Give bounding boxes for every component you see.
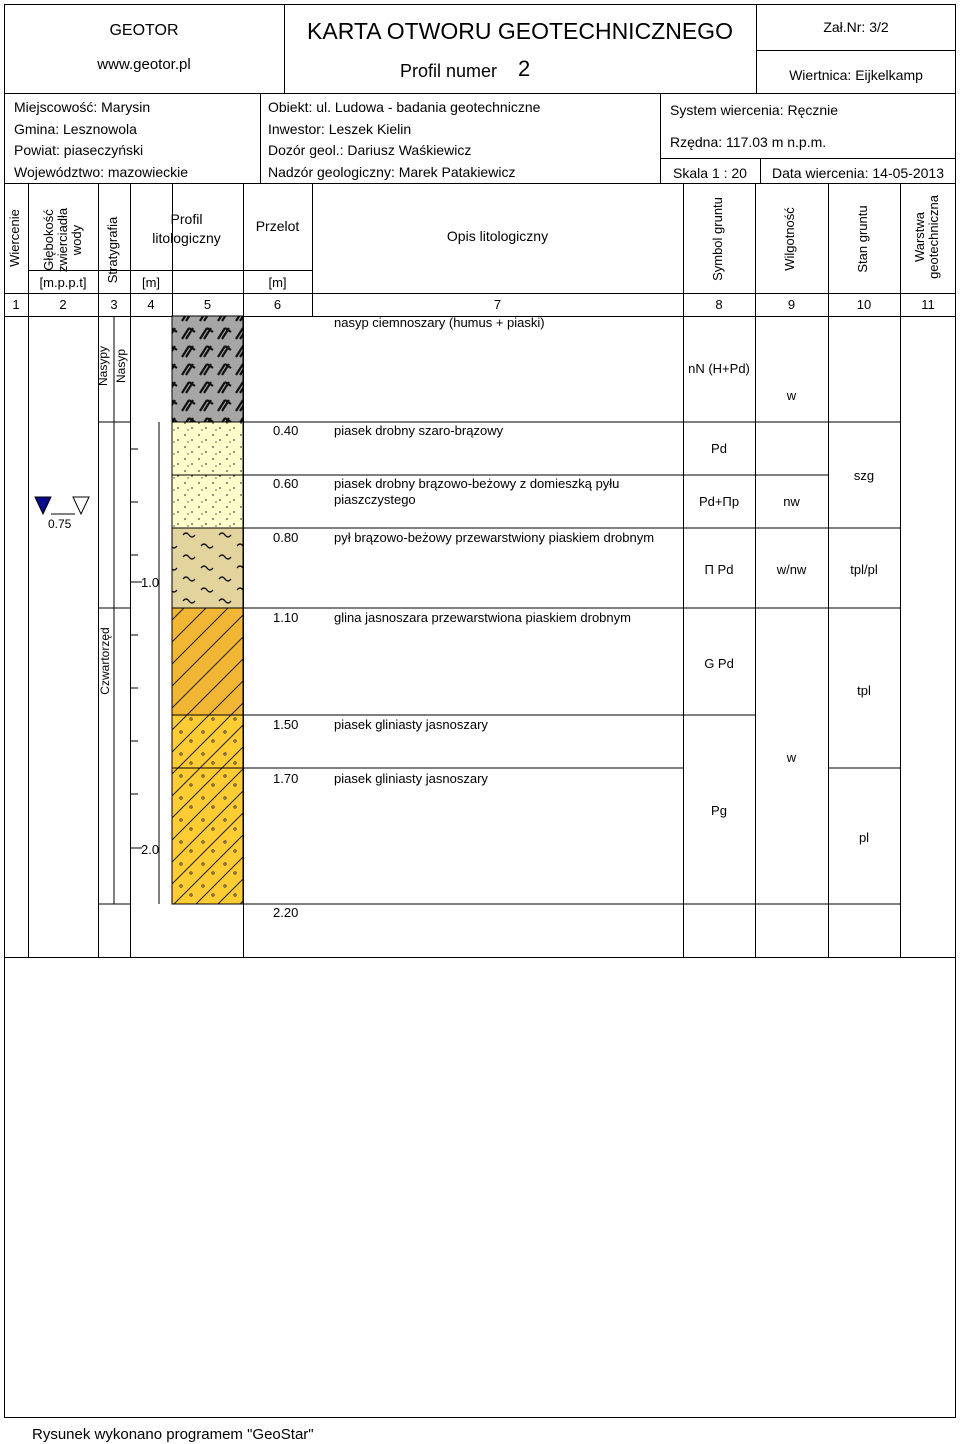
company-name: GEOTOR	[109, 22, 179, 39]
interval-depth: 0.60	[273, 476, 299, 491]
layer-fill-sandy-clay-2	[172, 768, 243, 904]
layer-fill-nasyp	[172, 316, 243, 422]
col-interval-unit: [m]	[268, 275, 287, 290]
layer-fill-clay	[172, 608, 243, 715]
moisture-value: nw	[783, 494, 800, 509]
moisture-value: w	[786, 750, 797, 765]
interval-depth: 0.80	[273, 530, 299, 545]
soil-state-value: tpl	[857, 683, 871, 698]
document-title: KARTA OTWORU GEOTECHNICZNEGO	[307, 18, 733, 44]
profile-number: 2	[518, 56, 531, 81]
layer-fill-silt	[172, 528, 243, 608]
lithology-description: piasek gliniasty jasnoszary	[334, 771, 488, 786]
footer-note: Rysunek wykonano programem "GeoStar"	[32, 1426, 314, 1443]
col-number: 2	[59, 297, 67, 312]
soil-state-value: pl	[858, 830, 870, 845]
col-water-header: Głębokość zwierciadła wody	[41, 207, 84, 273]
col-state-header: Stan gruntu	[855, 205, 870, 273]
lithology-description: piaszczystego	[334, 492, 416, 507]
col-description-header: Opis litologiczny	[446, 228, 549, 244]
interval-depth: 2.20	[273, 905, 299, 920]
drilling-rig: Wiertnica: Eijkelkamp	[789, 67, 923, 83]
interval-depth: 1.50	[273, 717, 299, 732]
interval-depth: 1.10	[273, 610, 299, 625]
soil-symbol: G Pd	[704, 656, 734, 671]
layer-fill-sand-grey	[172, 422, 243, 475]
project-geo-supervision: Nadzór geologiczny: Marek Patakiewicz	[268, 164, 516, 180]
col-stratigraphy-header: Stratygrafia	[105, 216, 120, 284]
profile-label: Profil numer	[400, 61, 498, 81]
col-number: 10	[856, 297, 872, 312]
moisture-value: w/nw	[776, 562, 807, 577]
col-number: 8	[715, 297, 723, 312]
lithology-description: pył brązowo-beżowy przewarstwiony piaskiem drobnym	[334, 530, 655, 545]
depth-scale-label: 1.0	[141, 575, 160, 590]
water-table-marker-filled	[35, 497, 51, 514]
lithology-description: nasyp ciemnoszary (humus + piaski)	[334, 315, 545, 330]
col-symbol-header: Symbol gruntu	[710, 197, 725, 281]
col-moisture-header: Wilgotność	[782, 207, 797, 271]
drilling-system: System wiercenia: Ręcznie	[670, 102, 839, 118]
soil-symbol: Pd	[711, 441, 727, 456]
col-number: 7	[493, 297, 502, 312]
attachment-number: Zał.Nr: 3/2	[823, 19, 889, 35]
water-level-depth: 0.75	[48, 517, 72, 531]
strat-label-fills: Nasypy	[96, 346, 110, 387]
col-layer-header: Warstwa geotechniczna	[912, 195, 941, 279]
strat-label-quaternary: Czwartorzęd	[98, 627, 112, 695]
interval-depth: 1.70	[273, 771, 299, 786]
soil-symbol: Pd+Πp	[698, 494, 740, 509]
col-water-unit: [m.p.p.t]	[39, 275, 87, 290]
company-website[interactable]: www.geotor.pl	[97, 56, 191, 73]
col-number: 11	[921, 297, 935, 312]
soil-state-value: szg	[853, 468, 875, 483]
drilling-date: Data wiercenia: 14-05-2013	[772, 165, 944, 181]
location-voivodeship: Województwo: mazowieckie	[14, 164, 189, 180]
soil-state-value: tpl/pl	[850, 562, 878, 577]
col-number: 5	[203, 297, 212, 312]
col-number: 4	[147, 297, 155, 312]
col-interval-header: Przelot	[255, 218, 300, 234]
depth-scale-label: 2.0	[141, 842, 160, 857]
col-number: 6	[273, 297, 282, 312]
col-number: 1	[12, 297, 20, 312]
location-county: Powiat: piaseczyński	[14, 142, 144, 158]
drilling-scale: Skala 1 : 20	[673, 165, 747, 181]
water-table-marker-hollow	[73, 497, 89, 514]
moisture-value: w	[786, 388, 797, 403]
strat-label-fill: Nasyp	[114, 349, 128, 384]
location-commune: Gmina: Lesznowola	[14, 121, 137, 137]
project-supervisor: Dozór geol.: Dariusz Waśkiewicz	[268, 142, 472, 158]
col-number: 9	[787, 297, 796, 312]
lithology-description: piasek drobny brązowo-beżowy z domieszką pyłu	[334, 476, 620, 491]
interval-depth: 0.40	[273, 423, 299, 438]
lithology-description: glina jasnoszara przewarstwiona piaskiem drobnym	[334, 610, 631, 625]
soil-symbol: nN (H+Pd)	[688, 361, 750, 376]
location-town: Miejscowość: Marysin	[14, 99, 151, 115]
col-number: 3	[110, 297, 118, 312]
lithology-description: piasek gliniasty jasnoszary	[334, 717, 488, 732]
soil-symbol: Pg	[711, 803, 727, 818]
col-profile-header: Profil litologiczny	[152, 211, 221, 246]
project-investor: Inwestor: Leszek Kielin	[268, 121, 412, 137]
col-stratigraphy-unit: [m]	[141, 275, 161, 290]
lithology-description: piasek drobny szaro-brązowy	[334, 423, 504, 438]
col-drilling-header: Wiercenie	[7, 209, 22, 267]
layer-fill-sand-beige	[172, 475, 243, 528]
soil-symbol: Π Pd	[704, 562, 734, 577]
drilling-elevation: Rzędna: 117.03 m n.p.m.	[670, 134, 827, 150]
layer-fill-sandy-clay-1	[172, 715, 243, 768]
project-object: Obiekt: ul. Ludowa - badania geotechniczne	[268, 99, 541, 115]
